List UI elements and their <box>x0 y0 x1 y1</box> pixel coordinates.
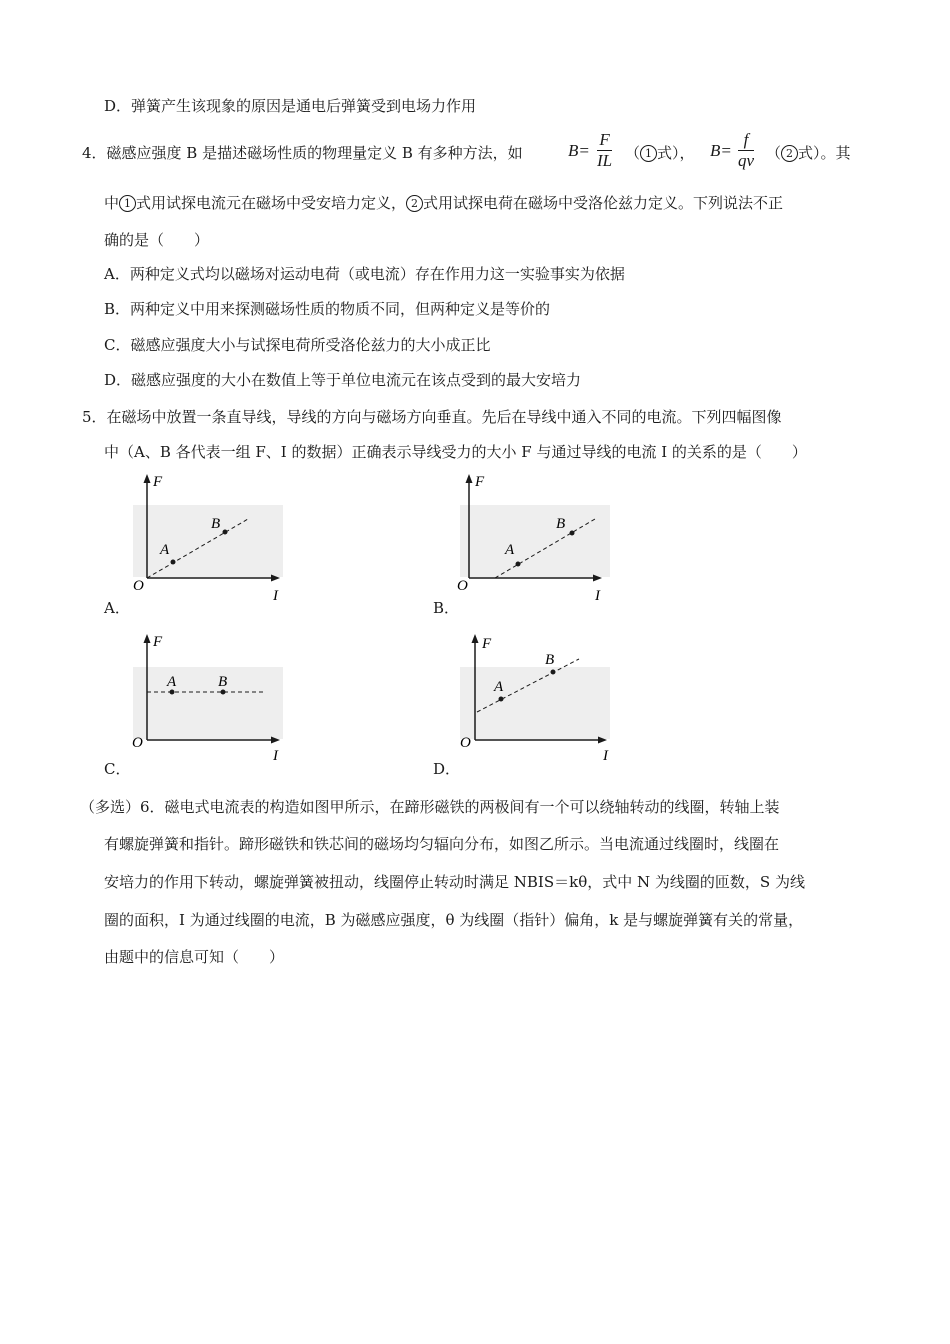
circled-one: 1 <box>640 145 657 162</box>
y-axis-arrow <box>144 634 151 643</box>
point-a-label: A <box>167 674 177 690</box>
q6-stem-line2: 有螺旋弹簧和指针。蹄形磁铁和铁芯间的磁场均匀辐向分布，如图乙所示。当电流通过线圈时，线圈在 <box>104 835 780 853</box>
q4-formula1-denominator: IL <box>597 151 613 170</box>
q4-formula1-tag: （ 1 式）， <box>625 144 695 162</box>
y-axis-label: F <box>482 636 492 652</box>
graph-c <box>128 632 288 767</box>
q4-option-c: C．磁感应强度大小与试探电荷所受洛伦兹力的大小成正比 <box>104 336 491 354</box>
y-axis-arrow <box>466 474 473 483</box>
graph-background <box>133 667 283 739</box>
graph-background <box>460 505 610 577</box>
point-b-label: B <box>211 516 221 532</box>
x-axis-label: I <box>603 748 608 764</box>
q5-stem-line1: 5．在磁场中放置一条直导线，导线的方向与磁场方向垂直。先后在导线中通入不同的电流。下列四幅图像 <box>82 408 782 426</box>
graph-d <box>455 632 615 767</box>
q4-option-b: B．两种定义中用来探测磁场性质的物质不同，但两种定义是等价的 <box>104 300 551 318</box>
origin-label: O <box>133 578 144 594</box>
circled-one: 1 <box>119 195 136 212</box>
q4-formula2-numerator: f <box>738 130 754 151</box>
point-b <box>221 690 226 695</box>
origin-label: O <box>460 735 471 751</box>
point-b <box>570 531 575 536</box>
q4-formula1-numerator: F <box>597 130 612 151</box>
q6-stem-line5: 由题中的信息可知（ ） <box>104 948 285 966</box>
graph-background <box>460 667 610 739</box>
point-a <box>170 690 175 695</box>
point-b-label: B <box>218 674 228 690</box>
y-axis-label: F <box>153 634 163 650</box>
graph-d-label: D． <box>433 760 461 778</box>
graph-a-label: A． <box>104 599 130 617</box>
q6-stem-line1: （多选）6．磁电式电流表的构造如图甲所示，在蹄形磁铁的两极间有一个可以绕轴转动的线圈，转轴上装 <box>80 798 780 816</box>
q4-formula1-fraction <box>597 130 612 171</box>
q4-formula2-tag: （ 2 式）。其 <box>766 144 851 162</box>
circled-two: 2 <box>406 195 423 212</box>
q5-stem-line2: 中（A、B 各代表一组 F、I 的数据）正确表示导线受力的大小 F 与通过导线的电流 I 的关系的是（ ） <box>104 443 807 461</box>
y-axis-arrow <box>144 474 151 483</box>
graph-a <box>128 472 288 607</box>
graph-b-label: B． <box>433 599 460 617</box>
origin-label: O <box>132 735 143 751</box>
q4-option-d: D．磁感应强度的大小在数值上等于单位电流元在该点受到的最大安培力 <box>104 371 582 389</box>
q4-formula2-fraction <box>738 130 754 171</box>
x-axis-label: I <box>595 588 600 604</box>
y-axis-label: F <box>153 474 163 490</box>
graph-c-label: C． <box>104 760 131 778</box>
point-a <box>516 562 521 567</box>
x-axis-label: I <box>273 748 278 764</box>
point-a <box>171 560 176 565</box>
q4-formula1-lhs: B= <box>568 141 590 160</box>
q3-option-d: D．弹簧产生该现象的原因是通电后弹簧受到电场力作用 <box>104 97 477 115</box>
q4-formula2-lhs: B= <box>710 141 732 160</box>
q6-stem-line4: 圈的面积，I 为通过线圈的电流，B 为磁感应强度，θ 为线圈（指针）偏角，k 是与螺旋弹簧有关的常量， <box>104 911 804 929</box>
origin-label: O <box>457 578 468 594</box>
circled-two: 2 <box>781 145 798 162</box>
point-a <box>499 697 504 702</box>
graph-background <box>133 505 283 577</box>
point-a-label: A <box>505 542 515 558</box>
q4-stem-line3: 确的是（ ） <box>104 231 210 249</box>
point-a-label: A <box>494 679 504 695</box>
point-a-label: A <box>160 542 170 558</box>
q4-option-a: A．两种定义式均以磁场对运动电荷（或电流）存在作用力这一实验事实为依据 <box>104 265 625 283</box>
point-b-label: B <box>556 516 566 532</box>
graph-b <box>455 472 615 607</box>
y-axis-arrow <box>472 634 479 643</box>
y-axis-label: F <box>475 474 485 490</box>
q6-stem-line3: 安培力的作用下转动，螺旋弹簧被扭动，线圈停止转动时满足 NBIS＝kθ，式中 N 为线圈的匝数，S 为线 <box>104 873 805 891</box>
point-b-label: B <box>545 652 555 668</box>
q4-stem-line1: 4．磁感应强度 B 是描述磁场性质的物理量定义 B 有多种方法，如 <box>82 144 523 162</box>
point-b <box>551 670 556 675</box>
q4-formula2-denominator: qv <box>738 151 755 170</box>
q4-stem-line2: 中 1 式用试探电流元在磁场中受安培力定义， 2 式用试探电荷在磁场中受洛伦兹力定义。下列说法不正 <box>104 194 784 212</box>
point-b <box>223 530 228 535</box>
x-axis-label: I <box>273 588 278 604</box>
